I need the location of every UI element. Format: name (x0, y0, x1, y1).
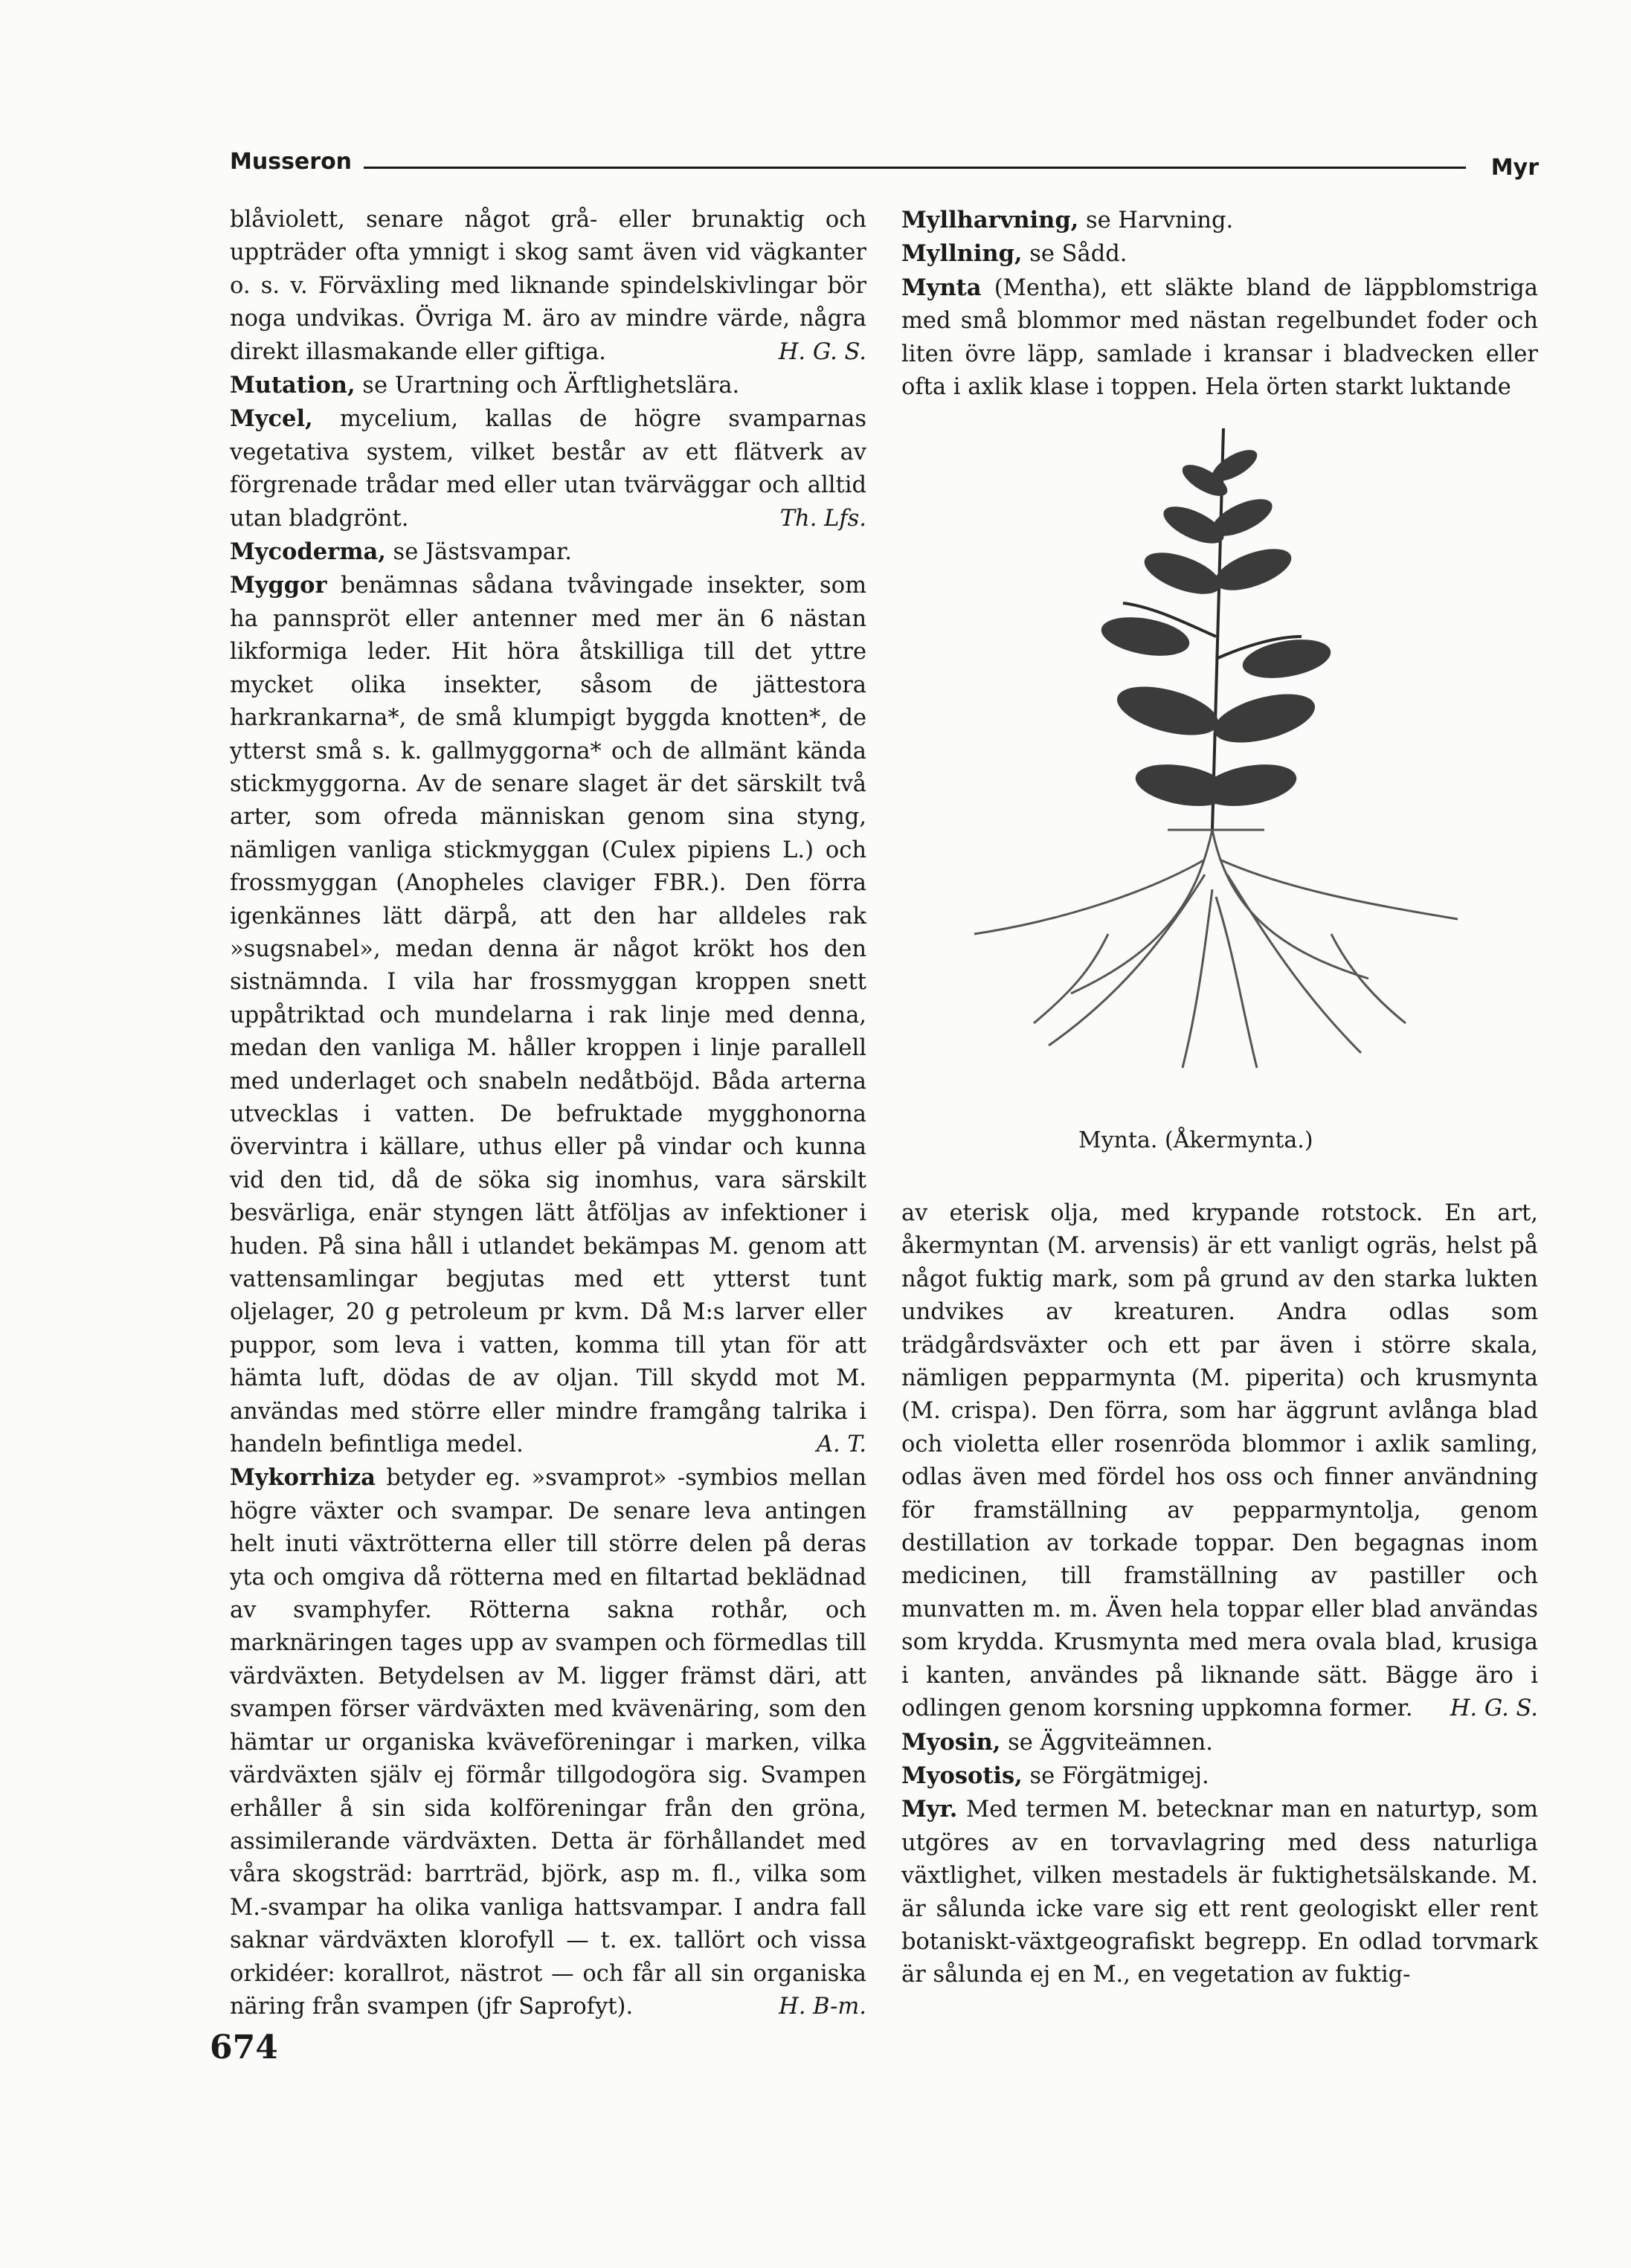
running-head (230, 140, 1539, 184)
entry-mutation: Mutation, se Urartning och Ärftlighetslära. (230, 372, 740, 399)
entry-myggor: Myggor benämnas sådana tvåvingade insekter, som ha pannspröt eller antenner med mer än 6 nästan likformiga leder. Hit höra åtskilliga till det yttre mycket olika insekter, såsom de jättestora harkrankarna*, de små klumpigt byggda knotten*, de ytterst små s. k. gallmyggorna* och de allmänt kända stickmyggorna. Av de senare slaget är det särskilt två arter, som ofreda människan genom sina styng, nämligen vanliga stickmyggan (Culex pipiens L.) och frossmyggan (Anopheles claviger FBR.). Den förra igenkännes lätt därpå, att den har alldeles rak »sugsnabel», medan denna är något krökt hos den sistnämnda. I vila har frossmyggan kroppen snett uppåtriktad och mundelarna i rak linje med denna, medan den vanliga M. håller kroppen i linje parallell med underlaget och snabeln nedåtböjd. Båda arterna utvecklas i vatten. De befruktade mygghonorna övervintra i källare, uthus eller på vindar och kunna vid den tid, då de söka sig inomhus, vara särskilt besvärliga, enär styngen lätt åtföljas av infektioner i huden. På sina håll i utlandet bekämpas M. genom att vattensamlingar begjutas med ett ytterst tunt oljelager, 20 g petroleum pr kvm. Då M:s larver eller puppor, som leva i vatten, komma till ytan för att hämta luft, dödas de av oljan. Till skydd mot M. användas med större eller mindre framgång talrika i handeln befintliga medel. A. T. (230, 572, 866, 1458)
entry-mynta: Mynta (Mentha), ett släkte bland de läppblomstriga med små blommor med nästan regelbundet foder och liten övre läpp, samlade i kransar i bladvecken eller ofta i axlik klase i toppen. Hela örten starkt luktande (901, 274, 1538, 401)
entry-mycoderma: Mycoderma, se Jästsvampar. (230, 538, 572, 566)
entry-myllharvning: Myllharvning, se Harvning. (901, 207, 1234, 233)
right-column-bottom (901, 1197, 1538, 1992)
left-column (230, 204, 866, 2023)
header-left: Musseron (230, 149, 353, 175)
figure-caption: Mynta. (Åkermynta.) (1078, 1127, 1313, 1153)
entry-mycel: Mycel, mycelium, kallas de högre svamparnas vegetativa system, vilket består av ett flätverk av förgrenade trådar med eller utan tvärväggar och alltid utan bladgrönt. Th. Lfs. (230, 405, 866, 532)
header-rule (364, 167, 1466, 169)
page-number: 674 (210, 2029, 278, 2066)
entry-mynta-cont: av eterisk olja, med krypande rotstock. En art, åkermyntan (M. arvensis) är ett vanligt ogräs, helst på något fuktig mark, som på grund av den starka lukten undvikes av kreaturen. Andra odlas som trädgårdsväxter och ett par även i större skala, nämligen pepparmynta (M. piperita) och krusmynta (M. crispa). Den förra, som har äggrunt avlånga blad och violetta eller rosenröda blommor i axlik samling, odlas även med fördel hos oss och finner användning för framställning av pepparmyntolja, genom destillation av torkade toppar. Den begagnas inom medicinen, till framställning av pastiller och munvatten m. m. Även hela toppar eller blad användas som krydda. Krusmynta med mera ovala blad, krusiga i kanten, användes på liknande sätt. Bägge äro i odlingen genom korsning uppkomna former. H. G. S. (901, 1200, 1538, 1722)
entry-musseron-cont: blåviolett, senare något grå- eller brunaktig och uppträder ofta ymnigt i skog samt även vid vägkanter o. s. v. Förväxling med liknande spindelskivlingar bör noga undvikas. Övriga M. äro av mindre värde, några direkt illasmakande eller giftiga. H. G. S. (230, 207, 866, 365)
entry-mykorrhiza: Mykorrhiza betyder eg. »svamprot» -symbios mellan högre växter och svampar. De senare leva antingen helt inuti växtrötterna eller till större delen på deras yta och omgiva då rötterna med en filtartad beklädnad av svamphyfer. Rötterna sakna rothår, och marknäringen tages upp av svampen och förmedlas till värdväxten. Betydelsen av M. ligger främst däri, att svampen förser värdväxten med kvävenäring, som den hämtar ur organiska kväveföreningar i marken, vilka värdväxten själv ej förmår tillgodogöra sig. Svampen erhåller å sin sida kolföreningar från den gröna, assimilerande värdväxten. Detta är förhållandet med våra skogsträd: barrträd, björk, asp m. fl., vilka som M.-svampar ha olika vanliga hattsvampar. I andra fall saknar värdväxten klorofyll — t. ex. tallört och vissa orkidéer: korallrot, nästrot — och får all sin organiska näring från svampen (jfr Saprofyt). H. B-m. (230, 1464, 866, 2020)
right-column-top (901, 204, 1538, 404)
entry-myosin: Myosin, se Äggviteämnen. (901, 1728, 1213, 1756)
header-right: Myr (1490, 155, 1539, 181)
entry-myr: Myr. Med termen M. betecknar man en naturtyp, som utgöres av en torvavlagring med dess naturliga växtlighet, vilken mestadels är fuktighetsälskande. M. är sålunda icke vare sig ett rent geologiskt eller rent botaniskt-växtgeografiskt begrepp. En odlad torvmark är sålunda ej en M., en vegetation av fuktig- (901, 1796, 1538, 1988)
entry-myosotis: Myosotis, se Förgätmigej. (901, 1762, 1209, 1789)
mint-plant-illustration (885, 413, 1495, 1127)
entry-myllning: Myllning, se Sådd. (901, 240, 1127, 268)
